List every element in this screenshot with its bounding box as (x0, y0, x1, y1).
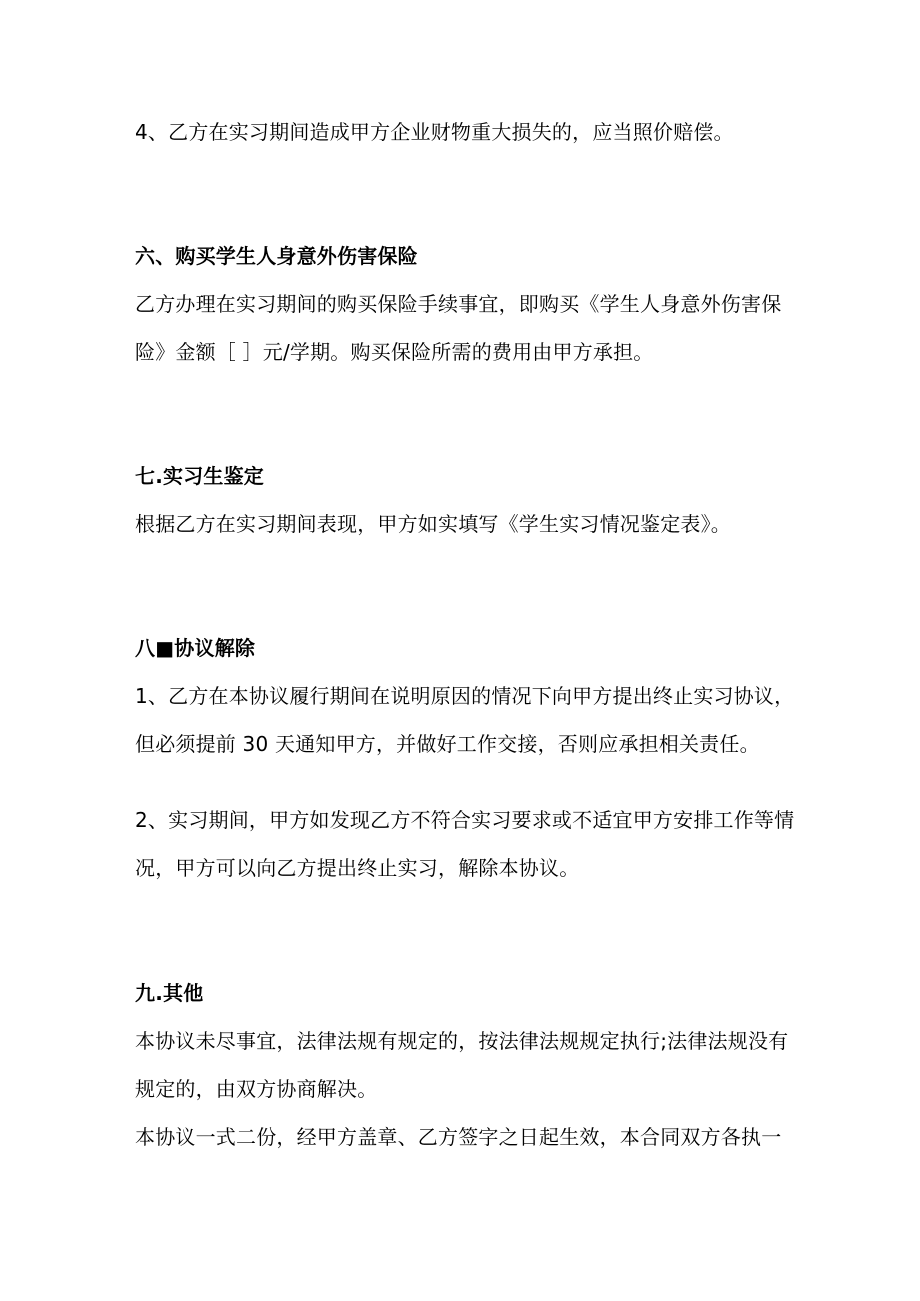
section-9-heading: 九.其他 (135, 981, 204, 1005)
section-6-paragraph-line-1: 乙方办理在实习期间的购买保险手续事宜，即购买《学生人身意外伤害保 (135, 292, 782, 316)
section-8-item-1-line-2: 但必须提前 30 天通知甲方，并做好工作交接，否则应承担相关责任。 (135, 732, 760, 756)
section-7-paragraph-line-1: 根据乙方在实习期间表现，甲方如实填写《学生实习情况鉴定表》。 (135, 512, 731, 536)
section-8-item-2-line-2: 况，甲方可以向乙方提出终止实习，解除本协议。 (135, 856, 580, 880)
section-7-heading: 七.实习生鉴定 (135, 464, 264, 488)
section-9-paragraph-2-line-1: 本协议一式二份，经甲方盖章、乙方签字之日起生效，本合同双方各执一 (135, 1125, 782, 1149)
section-9-paragraph-1-line-2: 规定的，由双方协商解决。 (135, 1077, 378, 1101)
section-8-heading: 八■协议解除 (135, 636, 256, 660)
clause-4-text: 4、乙方在实习期间造成甲方企业财物重大损失的，应当照价赔偿。 (135, 120, 734, 144)
section-6-heading: 六、购买学生人身意外伤害保险 (135, 244, 418, 268)
section-8-item-2-line-1: 2、实习期间，甲方如发现乙方不符合实习要求或不适宜甲方安排工作等情 (135, 808, 795, 832)
section-9-paragraph-1-line-1: 本协议未尽事宜，法律法规有规定的，按法律法规规定执行;法律法规没有 (135, 1029, 789, 1053)
section-6-paragraph-line-2: 险》金额［ ］元/学期。购买保险所需的费用由甲方承担。 (135, 340, 654, 364)
section-8-item-1-line-1: 1、乙方在本协议履行期间在说明原因的情况下向甲方提出终止实习协议， (135, 684, 795, 708)
